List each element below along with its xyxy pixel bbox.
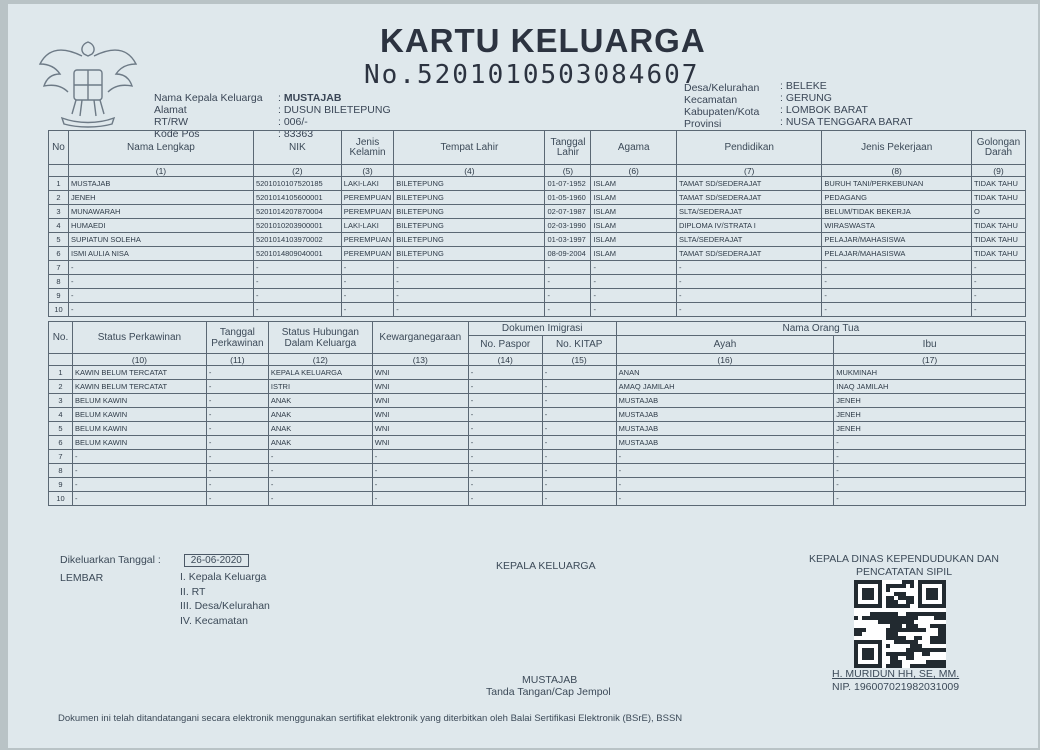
row-number-cell: 7: [49, 450, 73, 464]
col-no: No.: [49, 322, 73, 354]
status-table-colnum: [49, 354, 1026, 366]
table-cell: 5201014207870004: [253, 205, 341, 219]
table-cell: -: [372, 450, 468, 464]
table-cell: JENEH: [834, 408, 1026, 422]
table-cell: O: [971, 205, 1025, 219]
colnum-cell: (14): [468, 354, 542, 366]
table-cell: BILETEPUNG: [394, 233, 545, 247]
table-cell: -: [971, 303, 1025, 317]
table-cell: ANAN: [616, 366, 834, 380]
table-cell: BILETEPUNG: [394, 177, 545, 191]
row-number-cell: 4: [49, 219, 69, 233]
table-cell: -: [468, 408, 542, 422]
table-cell: WNI: [372, 366, 468, 380]
table-cell: SUPIATUN SOLEHA: [68, 233, 253, 247]
table-row: [49, 492, 1026, 506]
table-cell: -: [822, 275, 972, 289]
table-cell: -: [268, 492, 372, 506]
col-education: Pendidikan: [676, 131, 821, 165]
table-cell: -: [468, 436, 542, 450]
table-cell: -: [372, 492, 468, 506]
table-cell: 01-07-1952: [545, 177, 591, 191]
table-cell: KEPALA KELUARGA: [268, 366, 372, 380]
col-gender: Jenis Kelamin: [341, 131, 394, 165]
table-cell: -: [268, 450, 372, 464]
table-cell: -: [971, 275, 1025, 289]
table-cell: MUSTAJAB: [616, 394, 834, 408]
colnum-cell: [49, 354, 73, 366]
value-village: BELEKE: [785, 80, 827, 92]
value-head-of-family: MUSTAJAB: [283, 92, 342, 104]
table-cell: BILETEPUNG: [394, 191, 545, 205]
garuda-emblem-icon: [38, 34, 138, 130]
table-cell: -: [253, 289, 341, 303]
table-cell: -: [468, 394, 542, 408]
table-cell: -: [394, 275, 545, 289]
table-cell: -: [834, 478, 1026, 492]
table-cell: -: [468, 450, 542, 464]
disclaimer-text: Dokumen ini telah ditandatangani secara elektronik menggunakan sertifikat elektronik yang diterbitkan oleh Balai Sertifikasi Elektronik (BSrE), BSSN: [58, 713, 683, 724]
lembar-item: IV. Kecamatan: [180, 614, 248, 627]
table-cell: -: [542, 478, 616, 492]
table-cell: JENEH: [834, 422, 1026, 436]
table-cell: -: [68, 289, 253, 303]
table-row: [49, 436, 1026, 450]
lembar-item: II. RT: [180, 585, 206, 598]
table-cell: ISMI AULIA NISA: [68, 247, 253, 261]
colnum-cell: (1): [68, 165, 253, 177]
label-head-of-family: Nama Kepala Keluarga: [154, 92, 263, 104]
table-cell: -: [542, 394, 616, 408]
table-cell: ANAK: [268, 436, 372, 450]
colnum-cell: (4): [394, 165, 545, 177]
table-cell: SLTA/SEDERAJAT: [676, 233, 821, 247]
table-cell: -: [206, 408, 268, 422]
table-cell: -: [253, 275, 341, 289]
table-cell: -: [542, 464, 616, 478]
table-cell: -: [68, 275, 253, 289]
table-cell: -: [676, 275, 821, 289]
table-cell: -: [72, 492, 206, 506]
table-cell: -: [971, 261, 1025, 275]
issued-date-value: 26-06-2020: [184, 554, 249, 567]
colnum-cell: (3): [341, 165, 394, 177]
issued-date-label: Dikeluarkan Tanggal :: [60, 554, 161, 566]
table-cell: -: [372, 478, 468, 492]
table-cell: -: [542, 366, 616, 380]
table-cell: -: [616, 464, 834, 478]
table-cell: -: [591, 289, 677, 303]
office-title-line2: PENCATATAN SIPIL: [855, 566, 953, 578]
table-cell: 01-05-1960: [545, 191, 591, 205]
table-cell: MUSTAJAB: [68, 177, 253, 191]
label-province: Provinsi: [684, 118, 722, 130]
signature-label: Tanda Tangan/Cap Jempol: [486, 686, 611, 698]
value-rt-rw: 006/-: [283, 116, 308, 128]
colnum-cell: (12): [268, 354, 372, 366]
row-number-cell: 5: [49, 233, 69, 247]
table-cell: -: [394, 289, 545, 303]
table-cell: -: [341, 289, 394, 303]
row-number-cell: 8: [49, 275, 69, 289]
table-cell: -: [542, 450, 616, 464]
table-cell: -: [542, 492, 616, 506]
colnum-cell: [49, 165, 69, 177]
table-cell: -: [676, 261, 821, 275]
table-cell: -: [206, 422, 268, 436]
table-cell: BELUM KAWIN: [72, 422, 206, 436]
table-cell: TAMAT SD/SEDERAJAT: [676, 177, 821, 191]
table-cell: -: [468, 478, 542, 492]
table-cell: -: [468, 422, 542, 436]
table-cell: -: [545, 275, 591, 289]
table-cell: WNI: [372, 436, 468, 450]
lembar-item: III. Desa/Kelurahan: [180, 600, 270, 612]
col-parents: Nama Orang Tua: [616, 322, 1025, 336]
header-left-values: : MUSTAJAB : DUSUN BILETEPUNG : 006/- : 83363: [278, 92, 391, 140]
label-rt-rw: RT/RW: [154, 116, 189, 128]
label-address: Alamat: [154, 104, 187, 116]
header-right-labels: [684, 82, 759, 130]
document-title: KARTU KELUARGA: [380, 22, 706, 59]
table-cell: ISLAM: [591, 177, 677, 191]
table-cell: TAMAT SD/SEDERAJAT: [676, 247, 821, 261]
table-cell: -: [834, 436, 1026, 450]
members-table-colnum: [49, 165, 1026, 177]
table-cell: LAKI-LAKI: [341, 177, 394, 191]
table-row: [49, 233, 1026, 247]
table-cell: 5201014103970002: [253, 233, 341, 247]
table-cell: MUSTAJAB: [616, 408, 834, 422]
table-cell: MUKMINAH: [834, 366, 1026, 380]
table-cell: -: [834, 450, 1026, 464]
table-cell: ISLAM: [591, 247, 677, 261]
col-kitap-no: No. KITAP: [542, 336, 616, 354]
col-blood-type: Golongan Darah: [971, 131, 1025, 165]
issued-date-block: [60, 554, 249, 567]
table-row: [49, 422, 1026, 436]
header-right-values: : BELEKE : GERUNG : LOMBOK BARAT : NUSA TENGGARA BARAT: [780, 80, 913, 128]
table-cell: WNI: [372, 422, 468, 436]
table-cell: -: [822, 289, 972, 303]
table-cell: -: [542, 436, 616, 450]
label-village: Desa/Kelurahan: [684, 82, 760, 94]
row-number-cell: 1: [49, 366, 73, 380]
table-cell: -: [834, 464, 1026, 478]
row-number-cell: 2: [49, 380, 73, 394]
table-cell: ANAK: [268, 422, 372, 436]
table-cell: -: [822, 303, 972, 317]
table-cell: BELUM/TIDAK BEKERJA: [822, 205, 972, 219]
table-row: [49, 408, 1026, 422]
official-nip: NIP. 196007021982031009: [832, 681, 960, 693]
value-postal-code: 83363: [283, 128, 314, 140]
table-row: [49, 366, 1026, 380]
table-cell: PEDAGANG: [822, 191, 972, 205]
table-cell: -: [545, 289, 591, 303]
table-cell: PEREMPUAN: [341, 191, 394, 205]
table-cell: MUSTAJAB: [616, 436, 834, 450]
row-number-cell: 2: [49, 191, 69, 205]
table-cell: -: [971, 289, 1025, 303]
table-cell: WNI: [372, 394, 468, 408]
table-cell: WNI: [372, 380, 468, 394]
table-row: [49, 289, 1026, 303]
table-cell: ISLAM: [591, 205, 677, 219]
table-row: [49, 191, 1026, 205]
table-cell: -: [542, 422, 616, 436]
table-row: [49, 394, 1026, 408]
table-row: [49, 219, 1026, 233]
table-cell: 08-09-2004: [545, 247, 591, 261]
table-cell: -: [616, 450, 834, 464]
col-nik: NIK: [253, 131, 341, 165]
col-no: No: [49, 131, 69, 165]
row-number-cell: 7: [49, 261, 69, 275]
table-cell: -: [616, 478, 834, 492]
colnum-cell: (2): [253, 165, 341, 177]
col-father: Ayah: [616, 336, 834, 354]
table-row: [49, 464, 1026, 478]
table-cell: TIDAK TAHU: [971, 247, 1025, 261]
colnum-cell: (15): [542, 354, 616, 366]
table-cell: TAMAT SD/SEDERAJAT: [676, 191, 821, 205]
table-cell: DIPLOMA IV/STRATA I: [676, 219, 821, 233]
table-cell: ANAK: [268, 408, 372, 422]
colnum-cell: (7): [676, 165, 821, 177]
table-cell: -: [468, 366, 542, 380]
table-cell: 02-07-1987: [545, 205, 591, 219]
office-title-line1: KEPALA DINAS KEPENDUDUKAN DAN: [808, 553, 1000, 565]
row-number-cell: 8: [49, 464, 73, 478]
members-table: [48, 130, 1026, 317]
document-number: No.5201010503084607: [364, 60, 700, 90]
table-cell: -: [676, 289, 821, 303]
table-cell: -: [341, 303, 394, 317]
col-passport-no: No. Paspor: [468, 336, 542, 354]
table-cell: PEREMPUAN: [341, 247, 394, 261]
table-cell: ANAK: [268, 394, 372, 408]
table-cell: -: [372, 464, 468, 478]
table-cell: -: [591, 303, 677, 317]
colnum-cell: (9): [971, 165, 1025, 177]
table-cell: BELUM KAWIN: [72, 394, 206, 408]
table-cell: WIRASWASTA: [822, 219, 972, 233]
table-cell: BILETEPUNG: [394, 205, 545, 219]
table-cell: -: [394, 261, 545, 275]
lembar-list: [180, 570, 270, 628]
colnum-cell: (17): [834, 354, 1026, 366]
value-province: NUSA TENGGARA BARAT: [785, 116, 913, 128]
status-table-header-top: [49, 322, 1026, 336]
table-row: [49, 380, 1026, 394]
members-table-header: [49, 131, 1026, 165]
col-religion: Agama: [591, 131, 677, 165]
table-cell: -: [72, 450, 206, 464]
table-cell: -: [542, 408, 616, 422]
table-cell: -: [206, 492, 268, 506]
table-cell: -: [72, 464, 206, 478]
col-full-name: Nama Lengkap: [68, 131, 253, 165]
table-cell: -: [616, 492, 834, 506]
col-marriage-date: Tanggal Perkawinan: [206, 322, 268, 354]
table-cell: MUSTAJAB: [616, 422, 834, 436]
row-number-cell: 6: [49, 436, 73, 450]
colnum-cell: (6): [591, 165, 677, 177]
table-cell: TIDAK TAHU: [971, 191, 1025, 205]
table-cell: PELAJAR/MAHASISWA: [822, 233, 972, 247]
official-name: H. MURIDUN HH, SE, MM.: [832, 668, 960, 680]
value-regency: LOMBOK BARAT: [785, 104, 868, 116]
col-family-relation: Status Hubungan Dalam Keluarga: [268, 322, 372, 354]
lembar-item: I. Kepala Keluarga: [180, 571, 267, 583]
table-cell: AMAQ JAMILAH: [616, 380, 834, 394]
table-cell: -: [253, 261, 341, 275]
table-cell: ISTRI: [268, 380, 372, 394]
table-cell: BELUM KAWIN: [72, 408, 206, 422]
col-mother: Ibu: [834, 336, 1026, 354]
lembar-label: LEMBAR: [60, 572, 104, 584]
table-cell: ISLAM: [591, 233, 677, 247]
office-title: [786, 553, 1022, 579]
family-card-document: [8, 4, 1038, 748]
table-cell: -: [822, 261, 972, 275]
table-cell: -: [68, 261, 253, 275]
row-number-cell: 4: [49, 408, 73, 422]
col-marital-status: Status Perkawinan: [72, 322, 206, 354]
table-cell: -: [468, 464, 542, 478]
table-cell: -: [206, 380, 268, 394]
row-number-cell: 10: [49, 303, 69, 317]
col-occupation: Jenis Pekerjaan: [822, 131, 972, 165]
table-cell: 01-03-1997: [545, 233, 591, 247]
table-row: [49, 177, 1026, 191]
qr-code-icon: [854, 580, 946, 668]
table-cell: -: [591, 261, 677, 275]
table-cell: KAWIN BELUM TERCATAT: [72, 380, 206, 394]
label-district: Kecamatan: [684, 94, 738, 106]
row-number-cell: 1: [49, 177, 69, 191]
table-cell: KAWIN BELUM TERCATAT: [72, 366, 206, 380]
col-birthdate: Tanggal Lahir: [545, 131, 591, 165]
col-citizenship: Kewarganegaraan: [372, 322, 468, 354]
table-cell: -: [206, 394, 268, 408]
value-address: DUSUN BILETEPUNG: [283, 104, 391, 116]
row-number-cell: 9: [49, 478, 73, 492]
table-cell: -: [468, 380, 542, 394]
table-cell: BURUH TANI/PERKEBUNAN: [822, 177, 972, 191]
colnum-cell: (5): [545, 165, 591, 177]
table-cell: -: [341, 261, 394, 275]
table-cell: -: [268, 464, 372, 478]
table-cell: -: [542, 380, 616, 394]
table-cell: 5201014105600001: [253, 191, 341, 205]
table-row: [49, 450, 1026, 464]
table-cell: -: [206, 464, 268, 478]
table-cell: TIDAK TAHU: [971, 177, 1025, 191]
row-number-cell: 5: [49, 422, 73, 436]
row-number-cell: 9: [49, 289, 69, 303]
row-number-cell: 3: [49, 205, 69, 219]
col-immigration-docs: Dokumen Imigrasi: [468, 322, 616, 336]
table-cell: -: [206, 436, 268, 450]
table-row: [49, 261, 1026, 275]
table-cell: -: [545, 303, 591, 317]
table-cell: -: [394, 303, 545, 317]
value-district: GERUNG: [785, 92, 832, 104]
colnum-cell: (8): [822, 165, 972, 177]
table-cell: PELAJAR/MAHASISWA: [822, 247, 972, 261]
table-cell: -: [206, 450, 268, 464]
table-cell: BILETEPUNG: [394, 219, 545, 233]
table-cell: -: [676, 303, 821, 317]
table-cell: MUNAWARAH: [68, 205, 253, 219]
colnum-cell: (16): [616, 354, 834, 366]
label-regency: Kabupaten/Kota: [684, 106, 760, 118]
colnum-cell: (13): [372, 354, 468, 366]
table-cell: -: [591, 275, 677, 289]
table-cell: JENEH: [68, 191, 253, 205]
table-cell: LAKI-LAKI: [341, 219, 394, 233]
table-row: [49, 247, 1026, 261]
table-cell: 5201014809040001: [253, 247, 341, 261]
table-cell: INAQ JAMILAH: [834, 380, 1026, 394]
table-cell: -: [68, 303, 253, 317]
table-cell: -: [206, 366, 268, 380]
col-birthplace: Tempat Lahir: [394, 131, 545, 165]
table-cell: BELUM KAWIN: [72, 436, 206, 450]
colnum-cell: (10): [72, 354, 206, 366]
table-cell: -: [468, 492, 542, 506]
table-cell: 5201010203900001: [253, 219, 341, 233]
table-cell: -: [341, 275, 394, 289]
table-cell: BILETEPUNG: [394, 247, 545, 261]
table-row: [49, 275, 1026, 289]
row-number-cell: 6: [49, 247, 69, 261]
table-cell: TIDAK TAHU: [971, 233, 1025, 247]
row-number-cell: 3: [49, 394, 73, 408]
table-cell: SLTA/SEDERAJAT: [676, 205, 821, 219]
status-table: [48, 321, 1026, 506]
head-of-family-label: KEPALA KELUARGA: [496, 560, 596, 572]
head-of-family-name: MUSTAJAB: [522, 674, 578, 686]
table-cell: TIDAK TAHU: [971, 219, 1025, 233]
table-cell: -: [545, 261, 591, 275]
table-cell: PEREMPUAN: [341, 205, 394, 219]
colnum-cell: (11): [206, 354, 268, 366]
row-number-cell: 10: [49, 492, 73, 506]
table-row: [49, 478, 1026, 492]
table-cell: ISLAM: [591, 191, 677, 205]
table-cell: -: [206, 478, 268, 492]
table-cell: -: [268, 478, 372, 492]
table-cell: 02-03-1990: [545, 219, 591, 233]
table-cell: HUMAEDI: [68, 219, 253, 233]
table-cell: -: [834, 492, 1026, 506]
table-cell: -: [72, 478, 206, 492]
table-cell: 5201010107520185: [253, 177, 341, 191]
table-cell: ISLAM: [591, 219, 677, 233]
table-cell: -: [253, 303, 341, 317]
table-cell: WNI: [372, 408, 468, 422]
label-postal-code: Kode Pos: [154, 128, 200, 140]
table-cell: PEREMPUAN: [341, 233, 394, 247]
table-cell: JENEH: [834, 394, 1026, 408]
table-row: [49, 205, 1026, 219]
table-row: [49, 303, 1026, 317]
